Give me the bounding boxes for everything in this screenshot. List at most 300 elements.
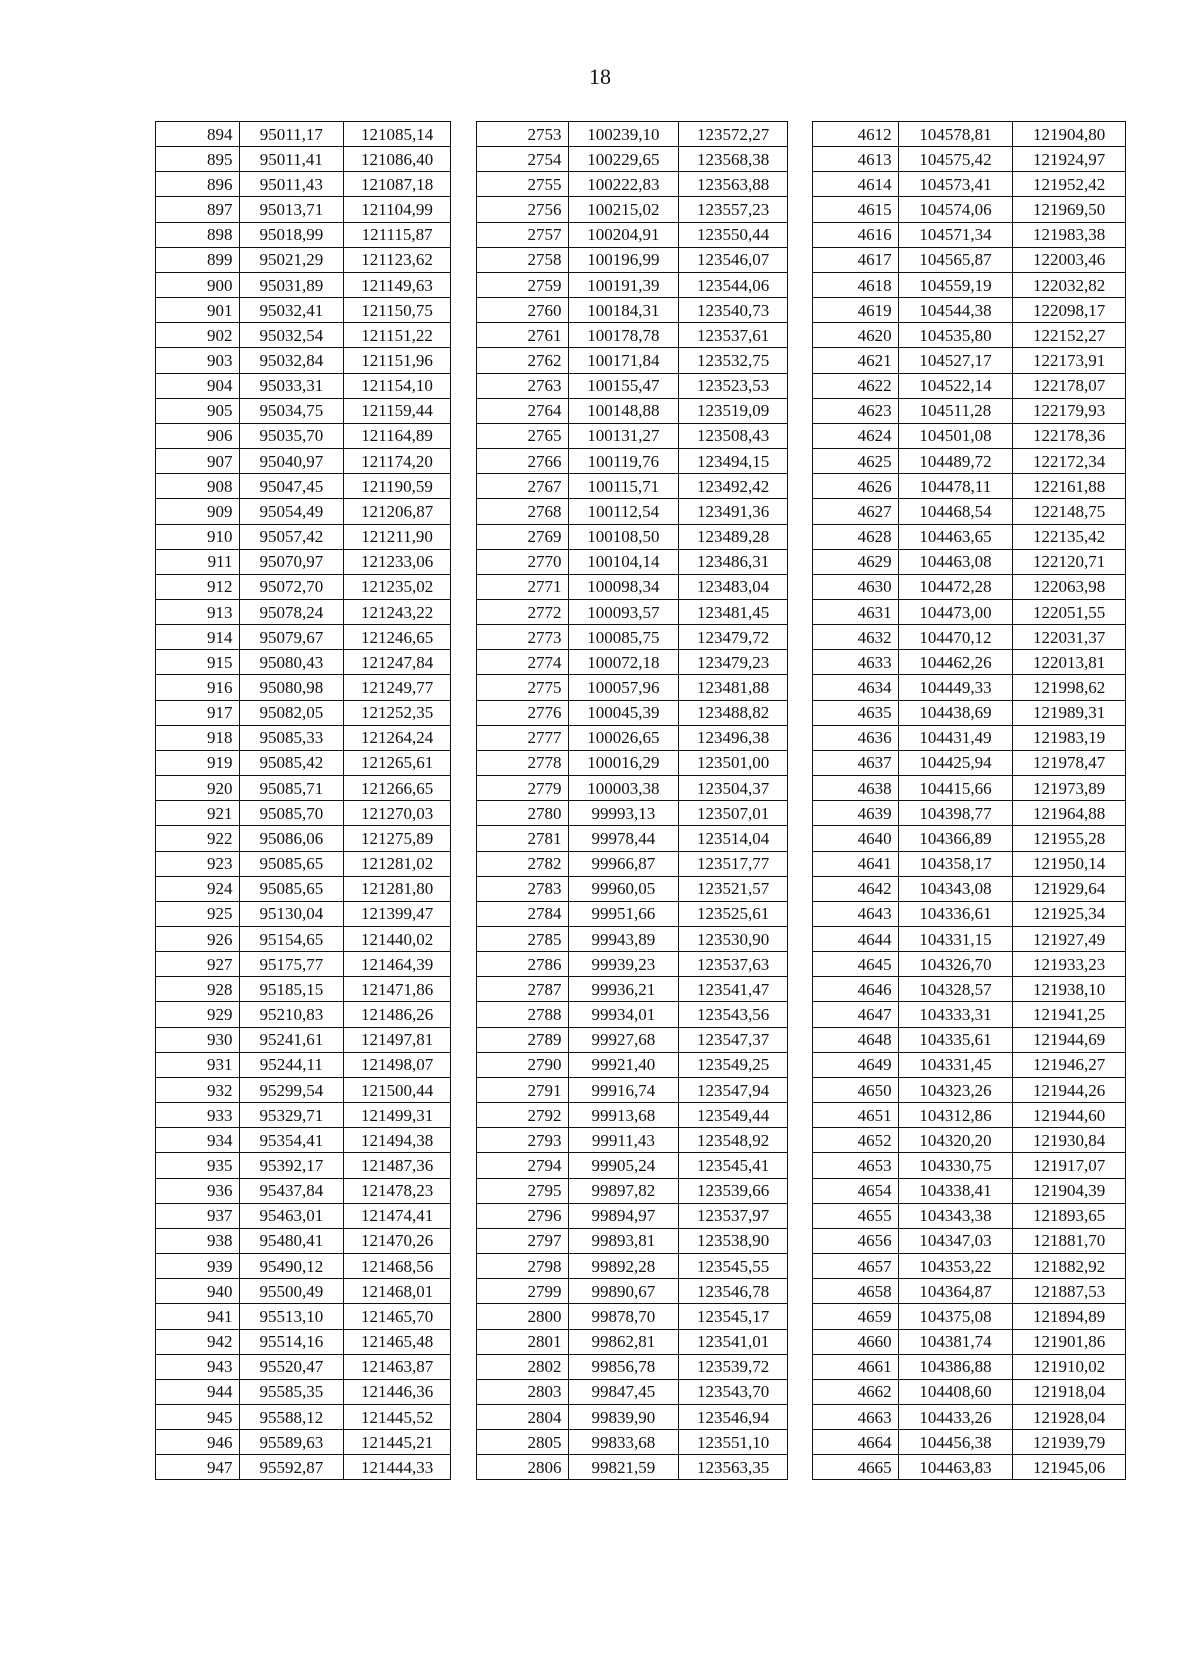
x-coordinate-cell: 95013,71 xyxy=(239,197,344,222)
y-coordinate-cell: 121904,39 xyxy=(1013,1178,1126,1203)
table-row xyxy=(477,1103,788,1128)
x-coordinate-cell: 95210,83 xyxy=(239,1002,344,1027)
x-coordinate-cell: 95299,54 xyxy=(239,1077,344,1102)
x-coordinate-cell: 95392,17 xyxy=(239,1153,344,1178)
table-row xyxy=(477,1304,788,1329)
x-coordinate-cell: 104489,72 xyxy=(898,449,1013,474)
point-number-cell: 4638 xyxy=(813,776,899,801)
y-coordinate-cell: 123537,63 xyxy=(679,952,788,977)
table-row xyxy=(477,122,788,147)
y-coordinate-cell: 122178,07 xyxy=(1013,373,1126,398)
x-coordinate-cell: 104328,57 xyxy=(898,977,1013,1002)
point-number-cell: 4646 xyxy=(813,977,899,1002)
point-number-cell: 2803 xyxy=(477,1379,569,1404)
point-number-cell: 921 xyxy=(156,801,240,826)
table-row xyxy=(477,1077,788,1102)
point-number-cell: 2804 xyxy=(477,1404,569,1429)
y-coordinate-cell: 121468,01 xyxy=(344,1279,451,1304)
x-coordinate-cell: 95154,65 xyxy=(239,927,344,952)
x-coordinate-cell: 104478,11 xyxy=(898,474,1013,499)
y-coordinate-cell: 123540,73 xyxy=(679,298,788,323)
point-number-cell: 935 xyxy=(156,1153,240,1178)
table-row xyxy=(813,1203,1126,1228)
point-number-cell: 4620 xyxy=(813,323,899,348)
point-number-cell: 946 xyxy=(156,1430,240,1455)
point-number-cell: 910 xyxy=(156,524,240,549)
y-coordinate-cell: 121927,49 xyxy=(1013,927,1126,952)
x-coordinate-cell: 104578,81 xyxy=(898,122,1013,147)
table-row xyxy=(813,423,1126,448)
y-coordinate-cell: 121270,03 xyxy=(344,801,451,826)
y-coordinate-cell: 123537,97 xyxy=(679,1203,788,1228)
y-coordinate-cell: 121930,84 xyxy=(1013,1128,1126,1153)
y-coordinate-cell: 121989,31 xyxy=(1013,700,1126,725)
point-number-cell: 2760 xyxy=(477,298,569,323)
x-coordinate-cell: 95085,65 xyxy=(239,851,344,876)
x-coordinate-cell: 99821,59 xyxy=(568,1455,679,1480)
table-row xyxy=(813,952,1126,977)
x-coordinate-cell: 104470,12 xyxy=(898,625,1013,650)
x-coordinate-cell: 104463,65 xyxy=(898,524,1013,549)
table-row xyxy=(813,1153,1126,1178)
table-row xyxy=(477,323,788,348)
table-row xyxy=(477,1128,788,1153)
y-coordinate-cell: 123550,44 xyxy=(679,222,788,247)
table-row xyxy=(156,851,451,876)
x-coordinate-cell: 95082,05 xyxy=(239,700,344,725)
table-row xyxy=(813,1052,1126,1077)
table-row xyxy=(156,398,451,423)
point-number-cell: 2753 xyxy=(477,122,569,147)
x-coordinate-cell: 104353,22 xyxy=(898,1254,1013,1279)
y-coordinate-cell: 121486,26 xyxy=(344,1002,451,1027)
y-coordinate-cell: 121399,47 xyxy=(344,901,451,926)
x-coordinate-cell: 99856,78 xyxy=(568,1354,679,1379)
point-number-cell: 4634 xyxy=(813,675,899,700)
point-number-cell: 923 xyxy=(156,851,240,876)
table-row xyxy=(477,977,788,1002)
point-number-cell: 4664 xyxy=(813,1430,899,1455)
y-coordinate-cell: 122179,93 xyxy=(1013,398,1126,423)
table-row xyxy=(156,876,451,901)
x-coordinate-cell: 95032,54 xyxy=(239,323,344,348)
point-number-cell: 2778 xyxy=(477,750,569,775)
x-coordinate-cell: 95011,17 xyxy=(239,122,344,147)
point-number-cell: 2754 xyxy=(477,147,569,172)
point-number-cell: 2789 xyxy=(477,1027,569,1052)
y-coordinate-cell: 121246,65 xyxy=(344,625,451,650)
x-coordinate-cell: 104472,28 xyxy=(898,574,1013,599)
y-coordinate-cell: 121983,19 xyxy=(1013,725,1126,750)
table-row xyxy=(477,927,788,952)
point-number-cell: 2782 xyxy=(477,851,569,876)
y-coordinate-cell: 121901,86 xyxy=(1013,1329,1126,1354)
y-coordinate-cell: 121904,80 xyxy=(1013,122,1126,147)
table-row xyxy=(813,1455,1126,1480)
point-number-cell: 2795 xyxy=(477,1178,569,1203)
y-coordinate-cell: 121247,84 xyxy=(344,650,451,675)
table-row xyxy=(156,373,451,398)
table-row xyxy=(813,398,1126,423)
point-number-cell: 4621 xyxy=(813,348,899,373)
y-coordinate-cell: 121928,04 xyxy=(1013,1404,1126,1429)
table-row xyxy=(813,675,1126,700)
table-row xyxy=(156,348,451,373)
table-row xyxy=(813,776,1126,801)
table-row xyxy=(156,725,451,750)
point-number-cell: 2792 xyxy=(477,1103,569,1128)
x-coordinate-cell: 104320,20 xyxy=(898,1128,1013,1153)
table-row xyxy=(813,298,1126,323)
table-row xyxy=(813,625,1126,650)
table-row xyxy=(156,172,451,197)
point-number-cell: 4629 xyxy=(813,549,899,574)
table-row xyxy=(156,927,451,952)
table-row xyxy=(156,524,451,549)
point-number-cell: 933 xyxy=(156,1103,240,1128)
table-row xyxy=(813,122,1126,147)
y-coordinate-cell: 123549,25 xyxy=(679,1052,788,1077)
x-coordinate-cell: 100072,18 xyxy=(568,650,679,675)
table-row xyxy=(813,599,1126,624)
y-coordinate-cell: 121164,89 xyxy=(344,423,451,448)
point-number-cell: 4639 xyxy=(813,801,899,826)
x-coordinate-cell: 95329,71 xyxy=(239,1103,344,1128)
point-number-cell: 2756 xyxy=(477,197,569,222)
point-number-cell: 4658 xyxy=(813,1279,899,1304)
table-row xyxy=(813,725,1126,750)
y-coordinate-cell: 123568,38 xyxy=(679,147,788,172)
table-row xyxy=(477,247,788,272)
point-number-cell: 918 xyxy=(156,725,240,750)
point-number-cell: 4633 xyxy=(813,650,899,675)
y-coordinate-cell: 121252,35 xyxy=(344,700,451,725)
y-coordinate-cell: 122148,75 xyxy=(1013,499,1126,524)
point-number-cell: 4625 xyxy=(813,449,899,474)
y-coordinate-cell: 121174,20 xyxy=(344,449,451,474)
table-row xyxy=(477,1178,788,1203)
x-coordinate-cell: 100222,83 xyxy=(568,172,679,197)
point-number-cell: 4630 xyxy=(813,574,899,599)
table-row xyxy=(477,348,788,373)
x-coordinate-cell: 104462,26 xyxy=(898,650,1013,675)
table-row xyxy=(477,197,788,222)
point-number-cell: 4644 xyxy=(813,927,899,952)
coordinates-table-1 xyxy=(155,121,451,1480)
x-coordinate-cell: 95463,01 xyxy=(239,1203,344,1228)
y-coordinate-cell: 121266,65 xyxy=(344,776,451,801)
point-number-cell: 4642 xyxy=(813,876,899,901)
point-number-cell: 2790 xyxy=(477,1052,569,1077)
x-coordinate-cell: 104463,83 xyxy=(898,1455,1013,1480)
table-row xyxy=(477,826,788,851)
x-coordinate-cell: 95080,43 xyxy=(239,650,344,675)
x-coordinate-cell: 99894,97 xyxy=(568,1203,679,1228)
point-number-cell: 2773 xyxy=(477,625,569,650)
point-number-cell: 932 xyxy=(156,1077,240,1102)
point-number-cell: 904 xyxy=(156,373,240,398)
table-row xyxy=(813,1027,1126,1052)
point-number-cell: 940 xyxy=(156,1279,240,1304)
y-coordinate-cell: 121440,02 xyxy=(344,927,451,952)
table-row xyxy=(156,776,451,801)
point-number-cell: 4628 xyxy=(813,524,899,549)
x-coordinate-cell: 104375,08 xyxy=(898,1304,1013,1329)
table-row xyxy=(156,247,451,272)
point-number-cell: 2794 xyxy=(477,1153,569,1178)
point-number-cell: 2798 xyxy=(477,1254,569,1279)
x-coordinate-cell: 104449,33 xyxy=(898,675,1013,700)
y-coordinate-cell: 121929,64 xyxy=(1013,876,1126,901)
y-coordinate-cell: 121115,87 xyxy=(344,222,451,247)
point-number-cell: 2764 xyxy=(477,398,569,423)
y-coordinate-cell: 121939,79 xyxy=(1013,1430,1126,1455)
table-row xyxy=(477,851,788,876)
y-coordinate-cell: 123572,27 xyxy=(679,122,788,147)
table-row xyxy=(813,147,1126,172)
x-coordinate-cell: 95011,41 xyxy=(239,147,344,172)
x-coordinate-cell: 95085,42 xyxy=(239,750,344,775)
y-coordinate-cell: 123546,78 xyxy=(679,1279,788,1304)
table-row xyxy=(156,952,451,977)
point-number-cell: 4632 xyxy=(813,625,899,650)
point-number-cell: 4650 xyxy=(813,1077,899,1102)
table-row xyxy=(477,750,788,775)
point-number-cell: 2766 xyxy=(477,449,569,474)
table-row xyxy=(477,172,788,197)
x-coordinate-cell: 95034,75 xyxy=(239,398,344,423)
y-coordinate-cell: 122063,98 xyxy=(1013,574,1126,599)
y-coordinate-cell: 123486,31 xyxy=(679,549,788,574)
x-coordinate-cell: 95520,47 xyxy=(239,1354,344,1379)
y-coordinate-cell: 121086,40 xyxy=(344,147,451,172)
x-coordinate-cell: 100093,57 xyxy=(568,599,679,624)
y-coordinate-cell: 123545,17 xyxy=(679,1304,788,1329)
x-coordinate-cell: 95480,41 xyxy=(239,1228,344,1253)
table-row xyxy=(813,1128,1126,1153)
point-number-cell: 4622 xyxy=(813,373,899,398)
y-coordinate-cell: 121881,70 xyxy=(1013,1228,1126,1253)
y-coordinate-cell: 121085,14 xyxy=(344,122,451,147)
table-row xyxy=(477,1052,788,1077)
table-row xyxy=(813,650,1126,675)
y-coordinate-cell: 122120,71 xyxy=(1013,549,1126,574)
x-coordinate-cell: 104565,87 xyxy=(898,247,1013,272)
x-coordinate-cell: 104335,61 xyxy=(898,1027,1013,1052)
x-coordinate-cell: 95490,12 xyxy=(239,1254,344,1279)
point-number-cell: 942 xyxy=(156,1329,240,1354)
table-row xyxy=(477,524,788,549)
point-number-cell: 4627 xyxy=(813,499,899,524)
y-coordinate-cell: 121500,44 xyxy=(344,1077,451,1102)
y-coordinate-cell: 121952,42 xyxy=(1013,172,1126,197)
y-coordinate-cell: 121233,06 xyxy=(344,549,451,574)
x-coordinate-cell: 100131,27 xyxy=(568,423,679,448)
x-coordinate-cell: 95514,16 xyxy=(239,1329,344,1354)
table-row xyxy=(813,549,1126,574)
table-row xyxy=(813,222,1126,247)
point-number-cell: 941 xyxy=(156,1304,240,1329)
y-coordinate-cell: 121950,14 xyxy=(1013,851,1126,876)
x-coordinate-cell: 100085,75 xyxy=(568,625,679,650)
y-coordinate-cell: 121887,53 xyxy=(1013,1279,1126,1304)
x-coordinate-cell: 95085,70 xyxy=(239,801,344,826)
x-coordinate-cell: 95035,70 xyxy=(239,423,344,448)
x-coordinate-cell: 100148,88 xyxy=(568,398,679,423)
point-number-cell: 947 xyxy=(156,1455,240,1480)
point-number-cell: 934 xyxy=(156,1128,240,1153)
x-coordinate-cell: 100098,34 xyxy=(568,574,679,599)
point-number-cell: 911 xyxy=(156,549,240,574)
x-coordinate-cell: 95079,67 xyxy=(239,625,344,650)
table-row xyxy=(156,272,451,297)
point-number-cell: 4654 xyxy=(813,1178,899,1203)
point-number-cell: 2763 xyxy=(477,373,569,398)
point-number-cell: 945 xyxy=(156,1404,240,1429)
y-coordinate-cell: 122135,42 xyxy=(1013,524,1126,549)
y-coordinate-cell: 121978,47 xyxy=(1013,750,1126,775)
x-coordinate-cell: 104438,69 xyxy=(898,700,1013,725)
point-number-cell: 937 xyxy=(156,1203,240,1228)
table-row xyxy=(156,1027,451,1052)
x-coordinate-cell: 100215,02 xyxy=(568,197,679,222)
table-row xyxy=(156,1203,451,1228)
y-coordinate-cell: 123492,42 xyxy=(679,474,788,499)
point-number-cell: 914 xyxy=(156,625,240,650)
y-coordinate-cell: 123544,06 xyxy=(679,272,788,297)
point-number-cell: 4615 xyxy=(813,197,899,222)
point-number-cell: 912 xyxy=(156,574,240,599)
y-coordinate-cell: 121243,22 xyxy=(344,599,451,624)
y-coordinate-cell: 123504,37 xyxy=(679,776,788,801)
table-row xyxy=(813,449,1126,474)
y-coordinate-cell: 123530,90 xyxy=(679,927,788,952)
table-row xyxy=(813,1404,1126,1429)
point-number-cell: 899 xyxy=(156,247,240,272)
x-coordinate-cell: 100112,54 xyxy=(568,499,679,524)
table-row xyxy=(477,1228,788,1253)
y-coordinate-cell: 123557,23 xyxy=(679,197,788,222)
y-coordinate-cell: 123546,07 xyxy=(679,247,788,272)
point-number-cell: 909 xyxy=(156,499,240,524)
point-number-cell: 2759 xyxy=(477,272,569,297)
x-coordinate-cell: 100003,38 xyxy=(568,776,679,801)
point-number-cell: 4663 xyxy=(813,1404,899,1429)
table-row xyxy=(156,122,451,147)
point-number-cell: 2770 xyxy=(477,549,569,574)
table-row xyxy=(477,1430,788,1455)
y-coordinate-cell: 121104,99 xyxy=(344,197,451,222)
x-coordinate-cell: 104511,28 xyxy=(898,398,1013,423)
x-coordinate-cell: 95085,65 xyxy=(239,876,344,901)
point-number-cell: 926 xyxy=(156,927,240,952)
point-number-cell: 4616 xyxy=(813,222,899,247)
y-coordinate-cell: 121983,38 xyxy=(1013,222,1126,247)
table-row xyxy=(477,1153,788,1178)
x-coordinate-cell: 100026,65 xyxy=(568,725,679,750)
point-number-cell: 4665 xyxy=(813,1455,899,1480)
x-coordinate-cell: 104522,14 xyxy=(898,373,1013,398)
x-coordinate-cell: 99862,81 xyxy=(568,1329,679,1354)
y-coordinate-cell: 121498,07 xyxy=(344,1052,451,1077)
point-number-cell: 2765 xyxy=(477,423,569,448)
table-row xyxy=(813,1002,1126,1027)
x-coordinate-cell: 95011,43 xyxy=(239,172,344,197)
x-coordinate-cell: 104573,41 xyxy=(898,172,1013,197)
x-coordinate-cell: 95032,41 xyxy=(239,298,344,323)
table-row xyxy=(477,725,788,750)
x-coordinate-cell: 100115,71 xyxy=(568,474,679,499)
y-coordinate-cell: 123517,77 xyxy=(679,851,788,876)
table-row xyxy=(156,1178,451,1203)
x-coordinate-cell: 104468,54 xyxy=(898,499,1013,524)
x-coordinate-cell: 104463,08 xyxy=(898,549,1013,574)
x-coordinate-cell: 95033,31 xyxy=(239,373,344,398)
x-coordinate-cell: 104386,88 xyxy=(898,1354,1013,1379)
x-coordinate-cell: 95078,24 xyxy=(239,599,344,624)
point-number-cell: 906 xyxy=(156,423,240,448)
table-row xyxy=(813,323,1126,348)
y-coordinate-cell: 122051,55 xyxy=(1013,599,1126,624)
table-row xyxy=(813,499,1126,524)
x-coordinate-cell: 95085,33 xyxy=(239,725,344,750)
x-coordinate-cell: 99905,24 xyxy=(568,1153,679,1178)
y-coordinate-cell: 121944,60 xyxy=(1013,1103,1126,1128)
table-row xyxy=(813,1178,1126,1203)
point-number-cell: 924 xyxy=(156,876,240,901)
point-number-cell: 4656 xyxy=(813,1228,899,1253)
y-coordinate-cell: 123563,35 xyxy=(679,1455,788,1480)
point-number-cell: 4613 xyxy=(813,147,899,172)
table-row xyxy=(813,826,1126,851)
table-row xyxy=(813,1430,1126,1455)
point-number-cell: 917 xyxy=(156,700,240,725)
table-row xyxy=(477,222,788,247)
x-coordinate-cell: 100204,91 xyxy=(568,222,679,247)
x-coordinate-cell: 104326,70 xyxy=(898,952,1013,977)
table-row xyxy=(156,1052,451,1077)
point-number-cell: 944 xyxy=(156,1379,240,1404)
table-row xyxy=(156,449,451,474)
y-coordinate-cell: 123507,01 xyxy=(679,801,788,826)
x-coordinate-cell: 104331,15 xyxy=(898,927,1013,952)
x-coordinate-cell: 100184,31 xyxy=(568,298,679,323)
y-coordinate-cell: 121964,88 xyxy=(1013,801,1126,826)
table-row xyxy=(156,826,451,851)
x-coordinate-cell: 95130,04 xyxy=(239,901,344,926)
x-coordinate-cell: 99951,66 xyxy=(568,901,679,926)
y-coordinate-cell: 123541,01 xyxy=(679,1329,788,1354)
y-coordinate-cell: 121275,89 xyxy=(344,826,451,851)
x-coordinate-cell: 95175,77 xyxy=(239,952,344,977)
table-row xyxy=(813,348,1126,373)
table-row xyxy=(156,650,451,675)
x-coordinate-cell: 100191,39 xyxy=(568,272,679,297)
y-coordinate-cell: 122032,82 xyxy=(1013,272,1126,297)
y-coordinate-cell: 121924,97 xyxy=(1013,147,1126,172)
x-coordinate-cell: 104575,42 xyxy=(898,147,1013,172)
table-row xyxy=(156,700,451,725)
table-row xyxy=(156,1404,451,1429)
point-number-cell: 2793 xyxy=(477,1128,569,1153)
point-number-cell: 2767 xyxy=(477,474,569,499)
y-coordinate-cell: 123532,75 xyxy=(679,348,788,373)
point-number-cell: 2787 xyxy=(477,977,569,1002)
x-coordinate-cell: 99839,90 xyxy=(568,1404,679,1429)
table-row xyxy=(477,1254,788,1279)
x-coordinate-cell: 99936,21 xyxy=(568,977,679,1002)
x-coordinate-cell: 104456,38 xyxy=(898,1430,1013,1455)
